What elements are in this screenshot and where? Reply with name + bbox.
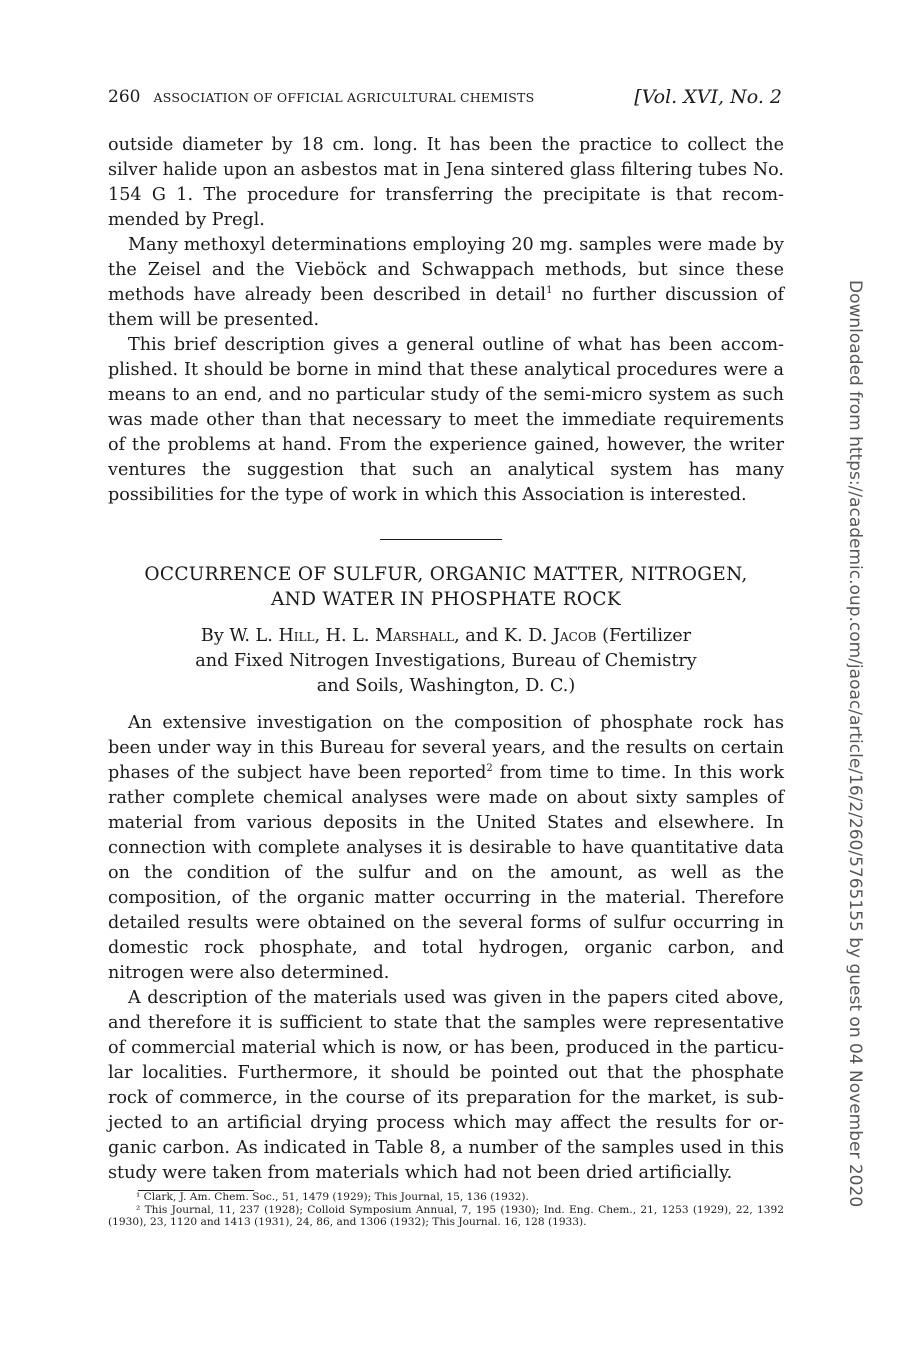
article-title-line-2: AND WATER IN PHOSPHATE ROCK: [271, 589, 621, 610]
footnote-2: ² This Journal, 11, 237 (1928); Colloid Symposium Annual, 7, 195 (1930); Ind. Eng. Chem., 21, 1253 (1929), 22, 1392 (1930), 23, 1120 and 1413 (1931), 24, 86, and 1306 (1932); This Journal. 16, 128 (1933).: [108, 1203, 784, 1229]
running-head: [108, 86, 784, 109]
intro-p2-text-cont: no further discussion of them will be presented.: [108, 285, 784, 330]
journal-title: ASSOCIATION OF OFFICIAL AGRICULTURAL CHEMISTS: [153, 90, 535, 105]
footnote-ref-1: 1: [546, 285, 553, 297]
article-p1-text-cont: from time to time. In this work rather complete chemical analyses were made on about sixty samples of material from various deposits in the United States and elsewhere. In connection with complete analyses it is desirable to have quantitative data on the condition of the sulfur and on the amount, as well as the composition, of the organic matter occurring in the material. Therefore detailed results were obtained on the several forms of sulfur occurring in domestic rock phosphate, and total hydrogen, organic carbon, and nitrogen were also determined.: [108, 763, 784, 983]
article-paragraph-2: A description of the materials used was given in the papers cited above, and therefore it is sufficient to state that the samples were representative of commercial material which is now, or has been, produced in the particular localities. Furthermore, it should be pointed out that the phosphate rock of commerce, in the course of its preparation for the market, is subjected to an artificial drying process which may affect the results for organic carbon. As indicated in Table 8, a number of the samples used in this study were taken from materials which had not been dried artificially.: [108, 988, 784, 1183]
article-title: [108, 562, 784, 612]
footnotes: [108, 1191, 784, 1229]
affiliation-line-2: and Fixed Nitrogen Investigations, Bureau of Chemistry: [195, 651, 697, 671]
byline: [108, 624, 784, 699]
footnote-1: ¹ Clark, J. Am. Chem. Soc., 51, 1479 (1929); This Journal, 15, 136 (1932).: [136, 1191, 529, 1203]
intro-paragraph-3: This brief description gives a general outline of what has been accomplished. It should be borne in mind that these analytical procedures were a means to an end, and no particular study of the semi-micro system as such was made other than that necessary to meet the immediate requirements of the problems at hand. From the experience gained, however, the writer ventures the suggestion that such an analytical system has many possibilities for the type of work in which this Association is interested.: [108, 335, 784, 505]
byline-sep-2: , and K. D.: [454, 626, 553, 646]
article-title-line-1: OCCURRENCE OF SULFUR, ORGANIC MATTER, NITROGEN,: [144, 564, 748, 585]
article-paragraph-1: [108, 711, 784, 986]
intro-p2-text: Many methoxyl determinations employing 20 mg. samples were made by the Zeisel and the Vieböck and Schwappach methods, but since these methods have already been described in detail: [108, 235, 784, 305]
article-p1-text: An extensive investigation on the composition of phosphate rock has been under way in this Bureau for several years, and the results on certain phases of the subject have been reported: [108, 713, 784, 783]
intro-paragraph-1: outside diameter by 18 cm. long. It has been the practice to collect the silver halide upon an asbestos mat in Jena sintered glass filtering tubes No. 154 G 1. The procedure for transferring the precipitate is that recommended by Pregl.: [108, 135, 784, 230]
affiliation-start: (Fertilizer: [596, 626, 692, 646]
byline-line-1: [108, 624, 784, 649]
byline-prefix: By W. L.: [200, 626, 279, 646]
article-body: [108, 711, 784, 1186]
footnote-ref-2: 2: [486, 763, 493, 775]
affiliation-line-3: and Soils, Washington, D. C.): [316, 676, 576, 696]
byline-sep-1: , H. L.: [314, 626, 376, 646]
author-marshall: Marshall: [375, 626, 455, 646]
page-number: 260: [108, 87, 141, 107]
intro-paragraph-2: [108, 233, 784, 333]
author-jacob: Jacob: [552, 626, 597, 646]
intro-text: [108, 133, 784, 508]
download-watermark: Downloaded from https://academic.oup.com/jaoac/article/16/2/260/5765155 by guest on 04 November 2020: [845, 280, 865, 1208]
author-hill: Hill: [278, 626, 315, 646]
volume-issue: [Vol. XVI, No. 2: [634, 86, 782, 108]
section-divider: [380, 539, 502, 540]
